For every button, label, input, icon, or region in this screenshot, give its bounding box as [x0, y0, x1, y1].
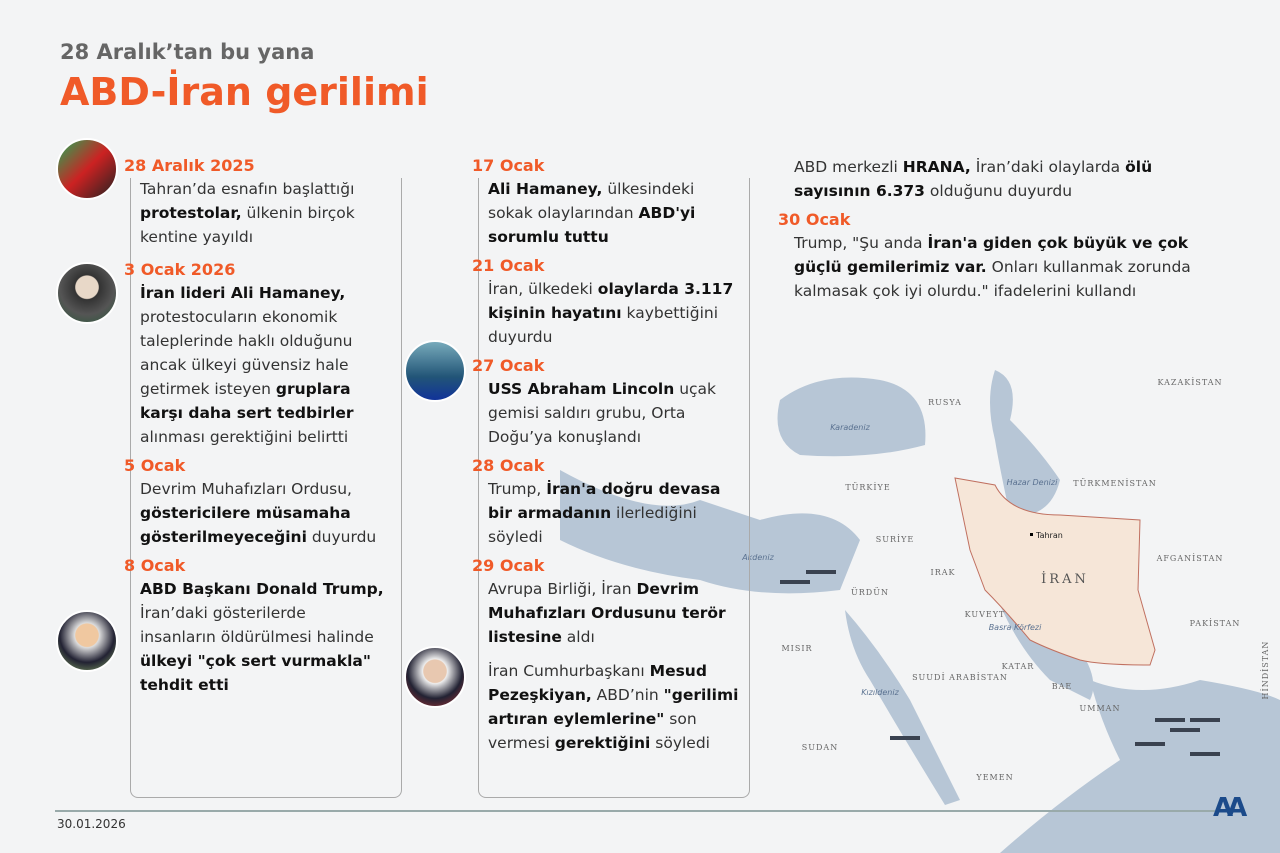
event-date: 28 Aralık 2025: [124, 156, 255, 175]
hamaney-photo: [56, 262, 118, 324]
aircraft-carrier-photo: [404, 340, 466, 402]
event-text-segment: duyurdu: [306, 528, 377, 546]
warship-icon: [806, 570, 836, 574]
timeline-event: [472, 455, 742, 549]
warship-icon: [1170, 728, 1200, 732]
event-text-bold: İran lideri Ali Hamaney,: [140, 284, 346, 302]
map-label: KATAR: [1001, 662, 1035, 671]
map-label: SUUDİ ARABİSTAN: [912, 673, 1008, 682]
map-label: İRAN: [1041, 572, 1089, 587]
sea-black: [778, 378, 926, 457]
timeline-event: [778, 155, 1208, 203]
map-label: Basra Körfezi: [988, 623, 1042, 632]
warship-icon: [1190, 718, 1220, 722]
event-date: 30 Ocak: [778, 210, 851, 229]
footer-divider: [55, 810, 1215, 812]
timeline-event: [778, 209, 1208, 303]
event-date: 8 Ocak: [124, 556, 186, 575]
warship-icon: [1135, 742, 1165, 746]
event-text-bold: göstericilere müsamaha gösterilmeyeceğini: [140, 504, 351, 546]
event-date: 29 Ocak: [472, 556, 545, 575]
event-text-segment: ABD merkezli: [794, 158, 903, 176]
event-text-segment: protestocuların ekonomik taleplerinde haklı olduğunu ancak ülkeyi güvensiz hale getirmek isteyen: [140, 308, 353, 398]
event-text-segment: İran Cumhurbaşkanı: [488, 662, 650, 680]
map-label: RUSYA: [928, 398, 962, 407]
event-text: [472, 477, 742, 549]
capital-marker: [1030, 533, 1033, 536]
map-label: Tahran: [1036, 531, 1063, 540]
map-label: HİNDİSTAN: [1261, 640, 1270, 700]
event-text-segment: olduğunu duyurdu: [924, 182, 1073, 200]
event-text: [778, 155, 1208, 203]
event-text-bold: ülkeyi "çok sert vurmakla" tehdit etti: [140, 652, 371, 694]
event-text-bold: USS Abraham Lincoln: [488, 380, 675, 398]
timeline-event: [124, 155, 384, 249]
map-label: Karadeniz: [830, 423, 870, 432]
timeline-column-1: [124, 155, 384, 703]
event-date: 21 Ocak: [472, 256, 545, 275]
event-text-segment: ülkenin birçok kentine yayıldı: [140, 204, 355, 246]
event-text-bold: olaylarda 3.117 kişinin hayatını: [488, 280, 734, 322]
warship-icon: [780, 580, 810, 584]
event-text: [124, 477, 384, 549]
event-text-bold: gerektiğini: [554, 734, 651, 752]
event-text-segment: alınması gerektiğini belirtti: [140, 428, 349, 446]
map-label: IRAK: [930, 568, 956, 577]
map-label: YEMEN: [976, 773, 1014, 782]
timeline-event: [472, 355, 742, 449]
event-text: [472, 659, 742, 755]
map-label: SUDAN: [801, 743, 839, 752]
map-label: KUVEYT: [964, 610, 1006, 619]
event-text-segment: söyledi: [650, 734, 710, 752]
timeline-column-3: [778, 155, 1208, 309]
event-text-bold: ABD'yi sorumlu tuttu: [488, 204, 696, 246]
timeline-event: [124, 455, 384, 549]
event-text-segment: Tahran’da esnafın başlattığı: [140, 180, 355, 198]
event-date: 17 Ocak: [472, 156, 545, 175]
event-text-bold: "gerilimi artıran eylemlerine": [488, 686, 739, 728]
event-text: [472, 277, 742, 349]
event-text: [124, 177, 384, 249]
map-label: AFGANİSTAN: [1156, 554, 1224, 563]
timeline-event: [472, 155, 742, 249]
warship-icon: [1155, 718, 1185, 722]
event-text-bold: Ali Hamaney,: [488, 180, 603, 198]
event-text-segment: Avrupa Birliği, İran: [488, 580, 637, 598]
pezeshkian-photo: [404, 646, 466, 708]
map-label: Kızıldeniz: [861, 688, 899, 697]
event-text-bold: ölü sayısının 6.373: [794, 158, 1153, 200]
timeline-column-2: [472, 155, 742, 761]
map-label: UMMAN: [1079, 704, 1121, 713]
event-date: 27 Ocak: [472, 356, 545, 375]
event-text-segment: ABD’nin: [591, 686, 664, 704]
timeline-event: [124, 555, 384, 697]
event-text-bold: İran'a giden çok büyük ve çok güçlü gemilerimiz var.: [794, 234, 1189, 276]
event-text-segment: aldı: [561, 628, 595, 646]
trump-photo: [56, 610, 118, 672]
event-text-bold: gruplara karşı daha sert tedbirler: [140, 380, 354, 422]
timeline-event: [472, 555, 742, 755]
event-text-bold: HRANA,: [902, 158, 971, 176]
map-label: SURİYE: [875, 535, 915, 544]
event-text-segment: son vermesi: [488, 710, 697, 752]
map-label: ÜRDÜN: [851, 588, 889, 597]
map-label: KAZAKİSTAN: [1157, 378, 1223, 387]
publish-date: 30.01.2026: [57, 817, 126, 831]
event-date: 28 Ocak: [472, 456, 545, 475]
map-label: Akdeniz: [742, 553, 774, 562]
page-title: ABD-İran gerilimi: [60, 70, 429, 114]
event-text-bold: Devrim Muhafızları Ordusunu terör listesine: [488, 580, 726, 646]
event-text-bold: protestolar,: [140, 204, 242, 222]
event-text: [124, 281, 384, 449]
event-text-segment: uçak gemisi saldırı grubu, Orta Doğu’ya konuşlandı: [488, 380, 717, 446]
map-label: TÜRKMENİSTAN: [1073, 479, 1157, 488]
event-text: [472, 377, 742, 449]
warship-icon: [890, 736, 920, 740]
event-text-bold: ABD Başkanı Donald Trump,: [140, 580, 384, 598]
event-text: [124, 577, 384, 697]
map-label: PAKİSTAN: [1189, 619, 1241, 628]
event-text-bold: İran'a doğru devasa bir armadanın: [488, 480, 721, 522]
event-text: [472, 577, 742, 649]
warship-icon: [1190, 752, 1220, 756]
event-text: [778, 231, 1208, 303]
event-text-segment: ülkesindeki sokak olaylarından: [488, 180, 695, 222]
event-text-segment: Trump,: [488, 480, 547, 498]
event-text: [472, 177, 742, 249]
event-text-segment: Trump, "Şu anda: [794, 234, 928, 252]
timeline-event: [124, 259, 384, 449]
protest-photo: [56, 138, 118, 200]
event-text-segment: İran, ülkedeki: [488, 280, 598, 298]
map-label: MISIR: [781, 644, 813, 653]
map-label: Hazar Denizi: [1006, 478, 1058, 487]
map-label: TÜRKİYE: [845, 483, 891, 492]
event-text-segment: ilerlediğini söyledi: [488, 504, 697, 546]
event-date: 3 Ocak 2026: [124, 260, 236, 279]
timeline-event: [472, 255, 742, 349]
event-text-segment: kaybettiğini duyurdu: [488, 304, 719, 346]
aa-logo: AA: [1213, 793, 1242, 823]
event-text-bold: Mesud Pezeşkiyan,: [488, 662, 707, 704]
event-text-segment: Onları kullanmak zorunda kalmasak çok iyi olurdu." ifadelerini kullandı: [794, 258, 1191, 300]
event-text-segment: Devrim Muhafızları Ordusu,: [140, 480, 352, 498]
subtitle: 28 Aralık’tan bu yana: [60, 40, 315, 64]
event-text-segment: İran’daki olaylarda: [970, 158, 1126, 176]
event-date: 5 Ocak: [124, 456, 186, 475]
event-text-segment: İran’daki gösterilerde insanların öldürülmesi halinde: [140, 604, 374, 646]
map-label: BAE: [1051, 682, 1073, 691]
